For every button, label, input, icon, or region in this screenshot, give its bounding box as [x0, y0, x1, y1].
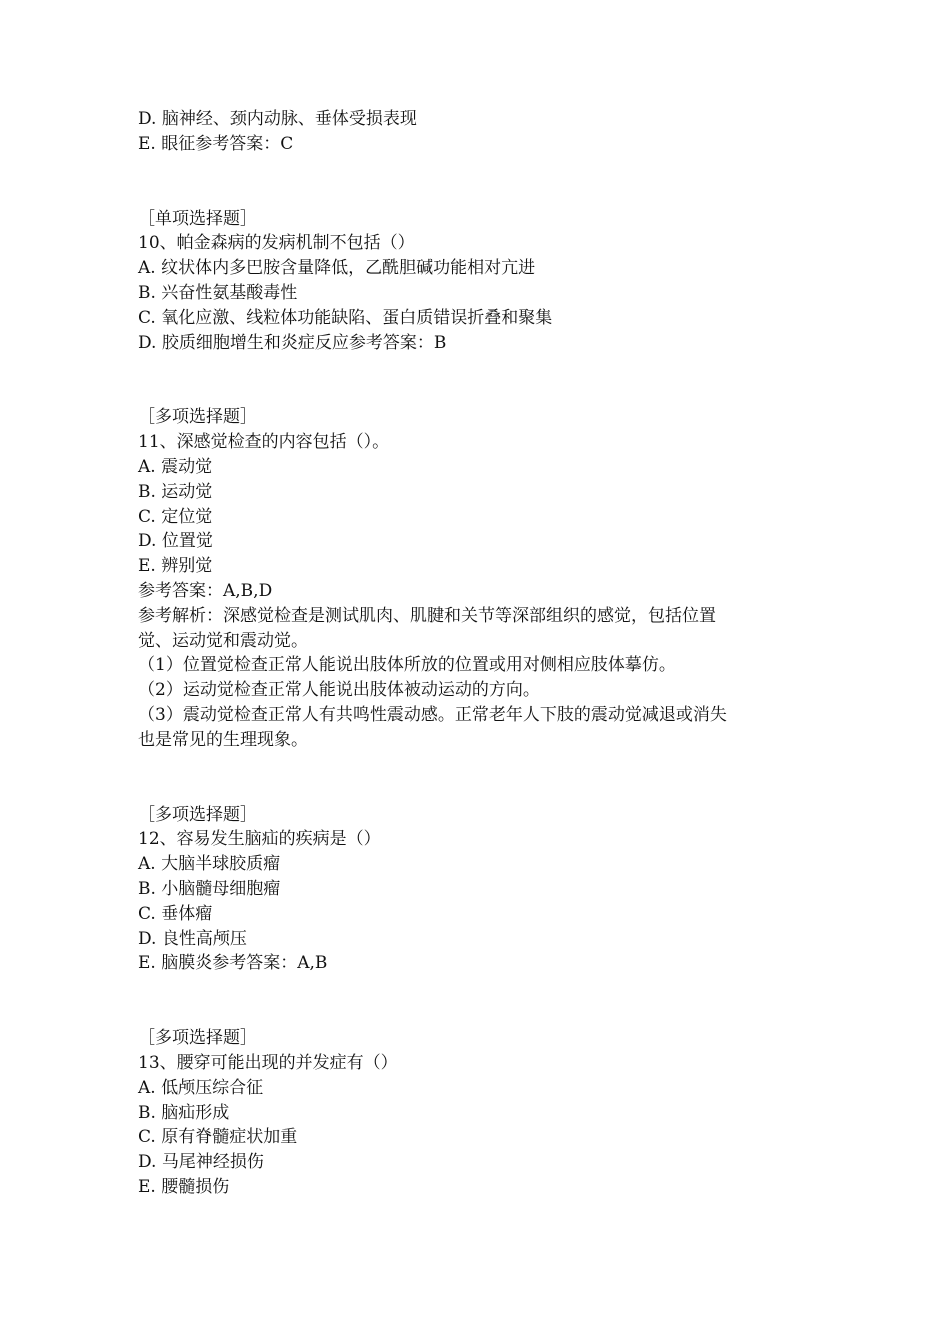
- document-page: [138, 107, 818, 1200]
- explanation-line: 也是常见的生理现象。: [138, 729, 308, 750]
- question-type: ［多项选择题］: [138, 804, 257, 825]
- explanation-line: （3）震动觉检查正常人有共鸣性震动感。正常老年人下肢的震动觉减退或消失: [138, 704, 727, 725]
- explanation-line: （2）运动觉检查正常人能说出肢体被动运动的方向。: [138, 680, 540, 701]
- explanation-line: 觉、运动觉和震动觉。: [138, 630, 308, 651]
- reference-answer: 参考答案：A,B,D: [138, 580, 273, 601]
- option-d: D. 位置觉: [138, 531, 213, 552]
- option-c: C. 氧化应激、线粒体功能缺陷、蛋白质错误折叠和聚集: [138, 307, 553, 328]
- question-stem: 10、帕金森病的发病机制不包括（）: [138, 233, 415, 254]
- option-d: D. 脑神经、颈内动脉、垂体受损表现: [138, 109, 417, 129]
- option-e-answer: E. 眼征参考答案：C: [138, 133, 294, 154]
- question-stem: 12、容易发生脑疝的疾病是（）: [138, 829, 381, 850]
- option-d-answer: D. 胶质细胞增生和炎症反应参考答案：B: [138, 332, 447, 353]
- option-d: D. 良性高颅压: [138, 928, 247, 949]
- option-c: C. 垂体瘤: [138, 903, 213, 924]
- option-c: C. 原有脊髓症状加重: [138, 1127, 298, 1148]
- option-b: B. 脑疝形成: [138, 1102, 230, 1123]
- question-type: ［多项选择题］: [138, 1028, 257, 1049]
- question-stem: 13、腰穿可能出现的并发症有（）: [138, 1052, 398, 1073]
- question-stem: 11、深感觉检查的内容包括（）。: [138, 432, 390, 453]
- option-d: D. 马尾神经损伤: [138, 1152, 264, 1173]
- explanation-line: 参考解析：深感觉检查是测试肌肉、肌腱和关节等深部组织的感觉，包括位置: [138, 605, 716, 626]
- option-a: A. 纹状体内多巴胺含量降低，乙酰胆碱功能相对亢进: [138, 258, 536, 279]
- explanation-line: （1）位置觉检查正常人能说出肢体所放的位置或用对侧相应肢体摹仿。: [138, 655, 676, 676]
- option-b: B. 小脑髓母细胞瘤: [138, 878, 281, 899]
- option-b: B. 运动觉: [138, 481, 213, 502]
- option-e: E. 腰髓损伤: [138, 1176, 230, 1197]
- option-b: B. 兴奋性氨基酸毒性: [138, 282, 298, 303]
- question-11: [138, 405, 818, 752]
- option-e: E. 辨别觉: [138, 556, 213, 577]
- option-c: C. 定位觉: [138, 506, 213, 527]
- question-9-continuation: [138, 107, 818, 157]
- option-a: A. 震动觉: [138, 456, 213, 477]
- question-type: ［多项选择题］: [138, 407, 257, 428]
- question-12: [138, 803, 818, 977]
- question-type: ［单项选择题］: [138, 208, 257, 229]
- option-e-answer: E. 脑膜炎参考答案：A,B: [138, 953, 328, 974]
- question-10: [138, 207, 818, 356]
- question-13: [138, 1026, 818, 1200]
- option-a: A. 大脑半球胶质瘤: [138, 854, 281, 875]
- option-a: A. 低颅压综合征: [138, 1077, 264, 1098]
